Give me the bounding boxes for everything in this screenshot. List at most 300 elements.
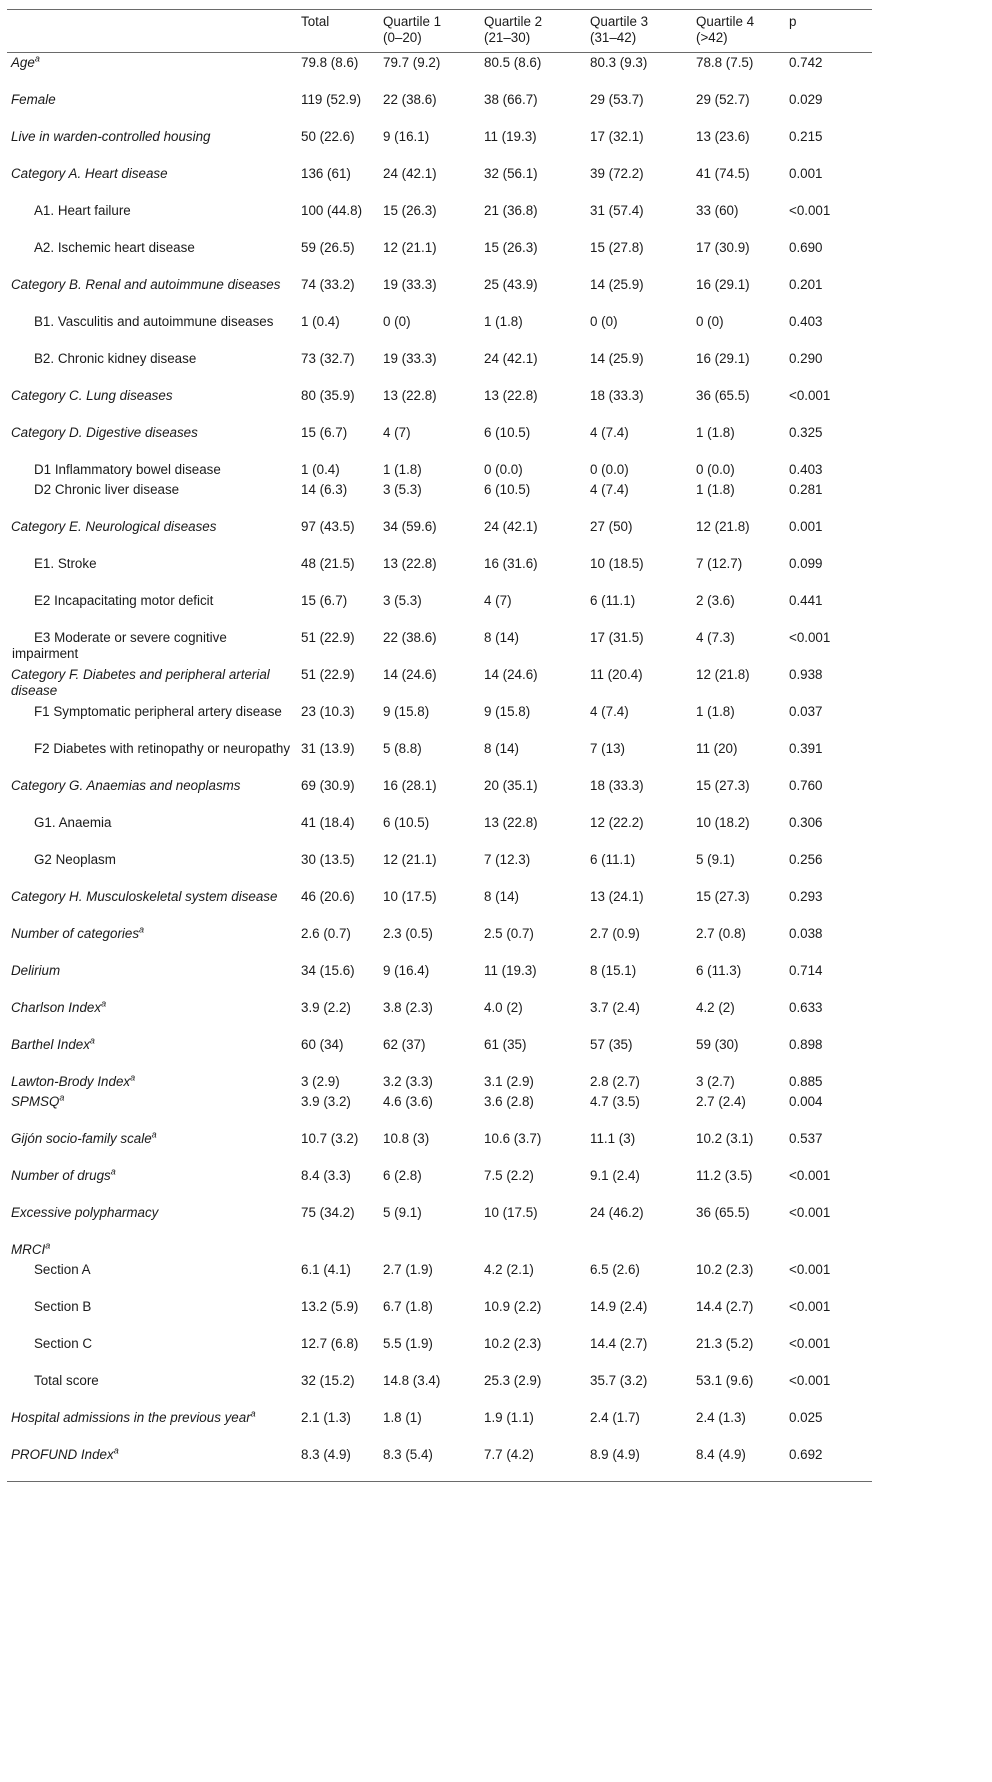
row-label: E2 Incapacitating motor deficit <box>34 592 214 608</box>
quartile-3-cell: 14 (25.9) <box>590 350 644 366</box>
quartile-2-cell: 11 (19.3) <box>484 128 537 144</box>
quartile-1-cell: 19 (33.3) <box>383 276 437 292</box>
total-cell: 1 (0.4) <box>301 313 340 329</box>
quartile-4-cell: 4 (7.3) <box>696 629 735 645</box>
p-value-cell: <0.001 <box>789 1167 831 1183</box>
row-label: PROFUND Index <box>11 1446 114 1462</box>
row-label-cell <box>7 998 297 1035</box>
quartile-4-cell: 12 (21.8) <box>696 518 750 534</box>
p-value-cell: <0.001 <box>789 387 831 403</box>
row-label-cell <box>7 1297 297 1334</box>
quartile-1-cell: 3 (5.3) <box>383 592 422 608</box>
quartile-1-cell: 4 (7) <box>383 424 411 440</box>
total-cell: 48 (21.5) <box>301 555 355 571</box>
quartile-1-cell: 9 (15.8) <box>383 703 430 719</box>
quartile-4-cell: 0 (0) <box>696 313 724 329</box>
quartile-1-cell: 9 (16.4) <box>383 962 430 978</box>
row-label-cell <box>7 1166 297 1203</box>
header-quartile-1: Quartile 1 (0–20) <box>379 10 480 53</box>
table-row <box>7 1129 872 1166</box>
row-label-cell <box>7 554 297 591</box>
quartile-1-cell: 14.8 (3.4) <box>383 1372 441 1388</box>
quartile-4-cell: 4.2 (2) <box>696 999 735 1015</box>
table-row <box>7 1035 872 1072</box>
total-cell: 80 (35.9) <box>301 387 355 403</box>
footnote-marker: a <box>113 1445 119 1456</box>
quartile-3-cell: 8 (15.1) <box>590 962 637 978</box>
quartile-3-cell: 15 (27.8) <box>590 239 644 255</box>
table-row <box>7 1408 872 1445</box>
quartile-1-cell: 24 (42.1) <box>383 165 437 181</box>
total-cell <box>297 1240 379 1260</box>
row-label: Number of drugs <box>11 1167 111 1183</box>
p-value-cell: 0.441 <box>789 592 823 608</box>
p-value-cell: 0.001 <box>789 165 823 181</box>
quartile-4-cell: 1 (1.8) <box>696 481 735 497</box>
quartile-3-cell: 6 (11.1) <box>590 851 636 867</box>
total-cell: 23 (10.3) <box>301 703 355 719</box>
table-row <box>7 591 872 628</box>
quartile-1-cell: 8.3 (5.4) <box>379 1445 480 1482</box>
quartile-1-cell: 9 (16.1) <box>383 128 430 144</box>
quartile-3-cell: 31 (57.4) <box>590 202 644 218</box>
table-row <box>7 517 872 554</box>
quartile-3-cell: 17 (32.1) <box>590 128 644 144</box>
table-row <box>7 924 872 961</box>
quartile-3-cell: 11.1 (3) <box>590 1130 636 1146</box>
row-label: Section A <box>34 1261 91 1277</box>
quartile-3-cell: 10 (18.5) <box>590 555 644 571</box>
quartile-3-cell <box>586 1240 692 1260</box>
total-cell: 59 (26.5) <box>301 239 355 255</box>
table-row <box>7 164 872 201</box>
row-label-cell <box>7 1072 297 1092</box>
quartile-4-cell: 2.4 (1.3) <box>696 1409 746 1425</box>
row-label-cell <box>7 739 297 776</box>
header-quartile-4: Quartile 4 (>42) <box>692 10 785 53</box>
quartile-4-cell: 0 (0.0) <box>696 461 735 477</box>
row-label: Excessive polypharmacy <box>11 1204 159 1220</box>
row-label: Number of categories <box>11 925 140 941</box>
quartile-3-cell: 35.7 (3.2) <box>590 1372 648 1388</box>
total-cell: 74 (33.2) <box>301 276 355 292</box>
header-row <box>7 10 872 53</box>
quartile-1-cell <box>379 1240 480 1260</box>
row-label: E1. Stroke <box>34 555 97 571</box>
quartile-4-cell: 53.1 (9.6) <box>696 1372 754 1388</box>
quartile-3-cell: 9.1 (2.4) <box>590 1167 640 1183</box>
table-row <box>7 480 872 517</box>
quartile-1-cell: 1.8 (1) <box>383 1409 422 1425</box>
total-cell: 8.4 (3.3) <box>301 1167 351 1183</box>
p-value-cell: 0.403 <box>789 461 823 477</box>
footnote-marker: a <box>151 1129 157 1140</box>
quartile-4-cell: 2.7 (0.8) <box>696 925 746 941</box>
quartile-1-cell: 62 (37) <box>383 1036 426 1052</box>
p-value-cell: 0.025 <box>789 1409 823 1425</box>
table-row <box>7 628 872 665</box>
quartile-4-cell: 11.2 (3.5) <box>696 1167 753 1183</box>
row-label-cell <box>7 275 297 312</box>
total-cell: 14 (6.3) <box>301 481 348 497</box>
header-total: Total <box>297 10 379 53</box>
quartile-1-cell: 3 (5.3) <box>383 481 422 497</box>
quartile-4-cell: 10.2 (2.3) <box>696 1261 754 1277</box>
quartile-1-cell: 5 (8.8) <box>383 740 422 756</box>
row-label: Category B. Renal and autoimmune diseases <box>11 276 281 292</box>
p-value-cell: 0.938 <box>789 666 823 682</box>
table-row <box>7 1240 872 1260</box>
quartile-2-cell: 8 (14) <box>484 888 519 904</box>
quartile-3-cell: 24 (46.2) <box>590 1204 644 1220</box>
p-value-cell: <0.001 <box>789 202 831 218</box>
total-cell: 119 (52.9) <box>301 91 362 107</box>
row-label-cell <box>7 776 297 813</box>
quartile-3-cell: 29 (53.7) <box>590 91 644 107</box>
quartile-1-cell: 10.8 (3) <box>383 1130 430 1146</box>
quartile-4-cell: 2.7 (2.4) <box>696 1093 746 1109</box>
row-label-cell <box>7 1408 297 1445</box>
row-label: Charlson Index <box>11 999 102 1015</box>
quartile-4-cell: 2 (3.6) <box>696 592 735 608</box>
p-value-cell: 0.037 <box>789 703 823 719</box>
table-row <box>7 813 872 850</box>
table-row <box>7 1371 872 1408</box>
quartile-2-cell: 11 (19.3) <box>484 962 537 978</box>
row-label-cell <box>7 238 297 275</box>
quartile-2-cell: 24 (42.1) <box>484 350 538 366</box>
quartile-1-cell: 15 (26.3) <box>383 202 437 218</box>
row-label: A1. Heart failure <box>34 202 131 218</box>
table-row <box>7 423 872 460</box>
table-row <box>7 1166 872 1203</box>
table-body <box>7 53 872 1482</box>
table-row <box>7 1297 872 1334</box>
quartile-3-cell: 18 (33.3) <box>590 387 644 403</box>
quartile-1-cell: 4.6 (3.6) <box>383 1093 433 1109</box>
row-label-cell <box>7 201 297 238</box>
quartile-1-cell: 5 (9.1) <box>383 1204 422 1220</box>
row-label: Hospital admissions in the previous year <box>11 1409 251 1425</box>
p-value-cell: <0.001 <box>789 1261 831 1277</box>
quartile-1-cell: 0 (0) <box>383 313 411 329</box>
table-row <box>7 998 872 1035</box>
table-row <box>7 53 872 90</box>
footnote-marker: a <box>101 998 107 1009</box>
quartile-1-cell: 22 (38.6) <box>383 91 437 107</box>
quartile-3-cell: 13 (24.1) <box>590 888 644 904</box>
table-row <box>7 739 872 776</box>
quartile-2-cell: 32 (56.1) <box>484 165 538 181</box>
row-label: Category G. Anaemias and neoplasms <box>11 777 241 793</box>
quartile-3-cell: 14 (25.9) <box>590 276 644 292</box>
quartile-4-cell: 33 (60) <box>696 202 739 218</box>
row-label-cell <box>7 1129 297 1166</box>
quartile-2-cell: 14 (24.6) <box>484 666 538 682</box>
total-cell: 79.8 (8.6) <box>301 55 359 70</box>
row-label-cell <box>7 517 297 554</box>
row-label-cell <box>7 1260 297 1297</box>
row-label-cell <box>7 924 297 961</box>
table-row <box>7 1092 872 1129</box>
row-label: Gijón socio-family scale <box>11 1130 152 1146</box>
quartile-2-cell: 10.2 (2.3) <box>484 1335 542 1351</box>
total-cell: 15 (6.7) <box>301 592 348 608</box>
quartile-3-cell: 2.4 (1.7) <box>590 1409 640 1425</box>
row-label: Lawton-Brody Index <box>11 1073 131 1089</box>
quartile-3-cell: 4 (7.4) <box>590 481 629 497</box>
quartile-3-cell: 2.8 (2.7) <box>590 1073 640 1089</box>
quartile-2-cell: 4 (7) <box>484 592 512 608</box>
table-row <box>7 1334 872 1371</box>
footnote-marker: a <box>139 924 145 935</box>
quartile-3-cell: 14.4 (2.7) <box>590 1335 648 1351</box>
row-label-cell <box>7 1092 297 1129</box>
total-cell: 69 (30.9) <box>301 777 355 793</box>
quartile-3-cell: 0 (0) <box>590 313 618 329</box>
table-row <box>7 312 872 349</box>
total-cell: 2.6 (0.7) <box>301 925 351 941</box>
table-row <box>7 460 872 480</box>
quartile-2-cell: 13 (22.8) <box>484 814 538 830</box>
header-quartile-2: Quartile 2 (21–30) <box>480 10 586 53</box>
total-cell: 46 (20.6) <box>301 888 355 904</box>
quartile-3-cell: 0 (0.0) <box>590 461 629 477</box>
row-label-cell <box>7 850 297 887</box>
p-value-cell: <0.001 <box>789 629 831 645</box>
table-row <box>7 554 872 591</box>
quartile-1-cell: 1 (1.8) <box>383 461 422 477</box>
quartile-4-cell: 16 (29.1) <box>696 276 750 292</box>
quartile-4-cell: 1 (1.8) <box>696 703 735 719</box>
total-cell: 2.1 (1.3) <box>301 1409 351 1425</box>
table-row <box>7 201 872 238</box>
quartile-2-cell: 1.9 (1.1) <box>484 1409 534 1425</box>
quartile-4-cell: 6 (11.3) <box>696 962 742 978</box>
table-row <box>7 90 872 127</box>
table-row <box>7 275 872 312</box>
row-label: Live in warden-controlled housing <box>11 128 211 144</box>
row-label-cell <box>7 127 297 164</box>
table-row <box>7 776 872 813</box>
p-value-cell: 0.633 <box>789 999 823 1015</box>
quartile-1-cell: 3.2 (3.3) <box>383 1073 433 1089</box>
quartile-3-cell: 4 (7.4) <box>590 703 629 719</box>
footnote-marker: a <box>89 1035 95 1046</box>
row-label-cell <box>7 628 297 665</box>
quartile-2-cell: 4.2 (2.1) <box>484 1261 534 1277</box>
quartile-4-cell: 12 (21.8) <box>696 666 750 682</box>
row-label-cell <box>7 1334 297 1371</box>
quartile-3-cell: 4.7 (3.5) <box>590 1093 640 1109</box>
quartile-3-cell: 17 (31.5) <box>590 629 644 645</box>
p-value-cell: <0.001 <box>789 1204 831 1220</box>
row-label: D2 Chronic liver disease <box>34 481 180 497</box>
quartile-4-cell: 78.8 (7.5) <box>696 55 754 70</box>
quartile-3-cell: 11 (20.4) <box>590 666 643 682</box>
row-label: B2. Chronic kidney disease <box>34 350 197 366</box>
row-label: Section B <box>34 1298 92 1314</box>
row-label-cell <box>7 1371 297 1408</box>
quartile-2-cell: 10.9 (2.2) <box>484 1298 542 1314</box>
total-cell: 13.2 (5.9) <box>301 1298 359 1314</box>
quartile-2-cell: 80.5 (8.6) <box>484 55 542 70</box>
p-value-cell: 0.714 <box>789 962 823 978</box>
total-cell: 34 (15.6) <box>301 962 355 978</box>
quartile-2-cell: 7.7 (4.2) <box>480 1445 586 1482</box>
table-row <box>7 386 872 423</box>
p-value-cell: 0.290 <box>789 350 823 366</box>
table-row <box>7 1072 872 1092</box>
p-value-cell: 0.201 <box>789 276 823 292</box>
quartile-2-cell: 9 (15.8) <box>484 703 531 719</box>
row-label-cell <box>7 164 297 201</box>
row-label-cell <box>7 423 297 460</box>
quartile-1-cell: 10 (17.5) <box>383 888 437 904</box>
quartile-3-cell: 80.3 (9.3) <box>590 55 648 70</box>
row-label: E3 Moderate or severe cognitive impairment <box>12 629 227 661</box>
row-label: Female <box>11 91 56 107</box>
total-cell: 1 (0.4) <box>301 461 340 477</box>
p-value-cell: 0.692 <box>785 1445 872 1482</box>
p-value-cell: 0.293 <box>789 888 823 904</box>
p-value-cell <box>785 1240 872 1260</box>
p-value-cell: 0.391 <box>789 740 823 756</box>
quartile-4-cell: 13 (23.6) <box>696 128 750 144</box>
quartile-4-cell: 10 (18.2) <box>696 814 750 830</box>
quartile-2-cell: 2.5 (0.7) <box>484 925 534 941</box>
quartile-3-cell: 39 (72.2) <box>590 165 644 181</box>
p-value-cell: 0.403 <box>789 313 823 329</box>
quartile-2-cell: 61 (35) <box>484 1036 527 1052</box>
row-label-cell <box>7 386 297 423</box>
row-label-cell <box>7 1203 297 1240</box>
quartile-1-cell: 3.8 (2.3) <box>383 999 433 1015</box>
quartile-4-cell: 10.2 (3.1) <box>696 1130 754 1146</box>
table-row <box>7 349 872 386</box>
total-cell: 31 (13.9) <box>301 740 355 756</box>
row-label: SPMSQ <box>11 1093 60 1109</box>
total-cell: 30 (13.5) <box>301 851 355 867</box>
footnote-marker: a <box>250 1408 256 1419</box>
row-label: Barthel Index <box>11 1036 90 1052</box>
row-label: Category H. Musculoskeletal system disease <box>11 888 278 904</box>
quartile-1-cell: 79.7 (9.2) <box>383 55 441 70</box>
footnote-marker: a <box>110 1166 116 1177</box>
quartile-2-cell: 25 (43.9) <box>484 276 538 292</box>
p-value-cell: 0.898 <box>789 1036 823 1052</box>
quartile-4-cell: 5 (9.1) <box>696 851 735 867</box>
quartile-1-cell: 2.7 (1.9) <box>383 1261 433 1277</box>
quartile-2-cell: 3.1 (2.9) <box>484 1073 534 1089</box>
quartile-4-cell: 15 (27.3) <box>696 777 750 793</box>
quartile-3-cell: 7 (13) <box>590 740 625 756</box>
quartile-2-cell: 24 (42.1) <box>484 518 538 534</box>
row-label: Age <box>11 55 35 70</box>
p-value-cell: 0.004 <box>789 1093 823 1109</box>
row-label: Total score <box>34 1372 99 1388</box>
row-label-cell <box>7 349 297 386</box>
p-value-cell: 0.256 <box>789 851 823 867</box>
table-row <box>7 1203 872 1240</box>
table-row <box>7 702 872 739</box>
quartile-4-cell: 7 (12.7) <box>696 555 743 571</box>
p-value-cell: 0.742 <box>789 55 823 70</box>
row-label: Category F. Diabetes and peripheral arterial disease <box>11 666 270 698</box>
table-row <box>7 961 872 998</box>
quartile-4-cell: 36 (65.5) <box>696 387 750 403</box>
p-value-cell: <0.001 <box>789 1298 831 1314</box>
quartile-2-cell: 6 (10.5) <box>484 424 531 440</box>
quartile-1-cell: 12 (21.1) <box>383 851 437 867</box>
quartile-2-cell: 8 (14) <box>484 740 519 756</box>
quartile-2-cell: 16 (31.6) <box>484 555 538 571</box>
p-value-cell: 0.038 <box>789 925 823 941</box>
row-label-cell <box>7 665 297 702</box>
table-row <box>7 1260 872 1297</box>
total-cell: 51 (22.9) <box>301 629 355 645</box>
p-value-cell: 0.537 <box>789 1130 823 1146</box>
quartile-2-cell: 38 (66.7) <box>484 91 538 107</box>
row-label: F2 Diabetes with retinopathy or neuropathy <box>34 740 291 756</box>
p-value-cell: 0.690 <box>789 239 823 255</box>
row-label-cell <box>7 460 297 480</box>
row-label: Delirium <box>11 962 61 978</box>
total-cell: 51 (22.9) <box>301 666 355 682</box>
p-value-cell: 0.001 <box>789 518 823 534</box>
row-label-cell <box>7 312 297 349</box>
row-label: G1. Anaemia <box>34 814 112 830</box>
quartile-4-cell: 15 (27.3) <box>696 888 750 904</box>
quartile-1-cell: 6.7 (1.8) <box>383 1298 433 1314</box>
quartile-4-cell: 29 (52.7) <box>696 91 750 107</box>
total-cell: 41 (18.4) <box>301 814 355 830</box>
quartile-1-cell: 34 (59.6) <box>383 518 437 534</box>
quartile-4-cell: 8.4 (4.9) <box>692 1445 785 1482</box>
row-label: G2 Neoplasm <box>34 851 116 867</box>
quartile-3-cell: 8.9 (4.9) <box>586 1445 692 1482</box>
total-cell: 100 (44.8) <box>301 202 363 218</box>
quartile-2-cell: 1 (1.8) <box>484 313 523 329</box>
quartile-1-cell: 13 (22.8) <box>383 387 437 403</box>
quartile-3-cell: 6.5 (2.6) <box>590 1261 640 1277</box>
total-cell: 6.1 (4.1) <box>301 1261 351 1277</box>
row-label-cell <box>7 90 297 127</box>
quartile-2-cell: 10 (17.5) <box>484 1204 538 1220</box>
quartile-2-cell: 10.6 (3.7) <box>484 1130 542 1146</box>
footnote-marker: a <box>130 1072 136 1083</box>
quartile-3-cell: 57 (35) <box>590 1036 633 1052</box>
quartile-3-cell: 4 (7.4) <box>590 424 629 440</box>
quartile-4-cell <box>692 1240 785 1260</box>
row-label-cell <box>7 591 297 628</box>
quartile-4-cell: 3 (2.7) <box>696 1073 735 1089</box>
quartile-4-cell: 14.4 (2.7) <box>696 1298 754 1314</box>
total-cell: 3.9 (2.2) <box>301 999 351 1015</box>
total-cell: 50 (22.6) <box>301 128 355 144</box>
quartile-2-cell: 25.3 (2.9) <box>484 1372 542 1388</box>
p-value-cell: 0.215 <box>789 128 823 144</box>
p-value-cell: 0.760 <box>789 777 823 793</box>
quartile-2-cell <box>480 1240 586 1260</box>
total-cell: 60 (34) <box>301 1036 344 1052</box>
row-label: Category D. Digestive diseases <box>11 424 198 440</box>
table-row <box>7 850 872 887</box>
total-cell: 97 (43.5) <box>301 518 355 534</box>
quartile-4-cell: 1 (1.8) <box>696 424 735 440</box>
quartile-1-cell: 19 (33.3) <box>383 350 437 366</box>
row-label: B1. Vasculitis and autoimmune diseases <box>34 313 274 329</box>
